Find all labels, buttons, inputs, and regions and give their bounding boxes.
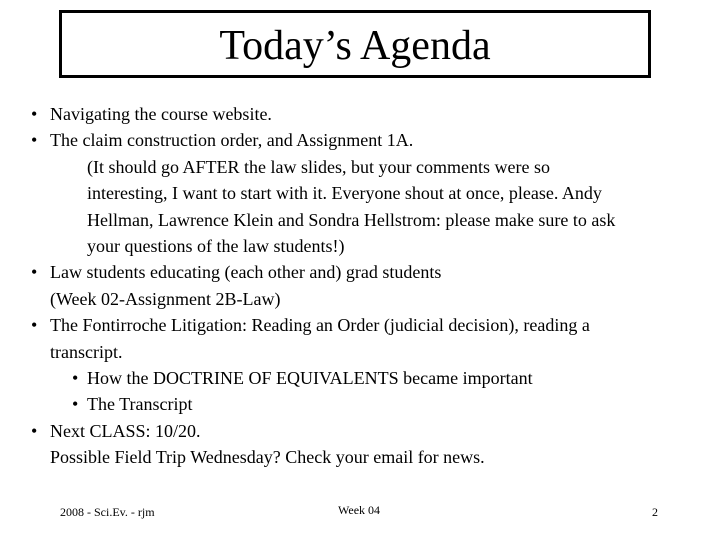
agenda-item-5-continuation: Possible Field Trip Wednesday? Check your email for news. <box>50 447 485 467</box>
agenda-item-2-note-line: your questions of the law students!) <box>87 236 345 256</box>
bullet-icon: • <box>31 104 38 124</box>
bullet-icon: • <box>31 262 38 282</box>
bullet-icon: • <box>31 315 38 335</box>
agenda-item-2-note-line: interesting, I want to start with it. Everyone shout at once, please. Andy <box>87 183 602 203</box>
sub-bullet-icon: • <box>72 394 79 414</box>
agenda-item-2-note-line: Hellman, Lawrence Klein and Sondra Hellstrom: please make sure to ask <box>87 210 616 230</box>
agenda-item-2: The claim construction order, and Assignment 1A. <box>50 130 414 150</box>
bullet-icon: • <box>31 130 38 150</box>
slide-title-box <box>59 10 651 78</box>
footer-left: 2008 - Sci.Ev. - rjm <box>60 505 155 519</box>
agenda-item-3: Law students educating (each other and) grad students <box>50 262 442 282</box>
agenda-subitem-1: How the DOCTRINE OF EQUIVALENTS became important <box>87 368 533 388</box>
agenda-item-5: Next CLASS: 10/20. <box>50 421 201 441</box>
slide-title: Today’s Agenda <box>219 23 491 69</box>
agenda-item-2-note-line: (It should go AFTER the law slides, but your comments were so <box>87 157 550 177</box>
agenda-item-1: Navigating the course website. <box>50 104 272 124</box>
footer-center: Week 04 <box>338 503 381 517</box>
page-number: 2 <box>652 505 658 519</box>
agenda-item-4: The Fontirroche Litigation: Reading an Order (judicial decision), reading a <box>50 315 590 335</box>
agenda-item-4-continuation: transcript. <box>50 342 123 362</box>
bullet-icon: • <box>31 421 38 441</box>
agenda-item-3-continuation: (Week 02-Assignment 2B-Law) <box>50 289 281 309</box>
agenda-subitem-2: The Transcript <box>87 394 193 414</box>
sub-bullet-icon: • <box>72 368 79 388</box>
